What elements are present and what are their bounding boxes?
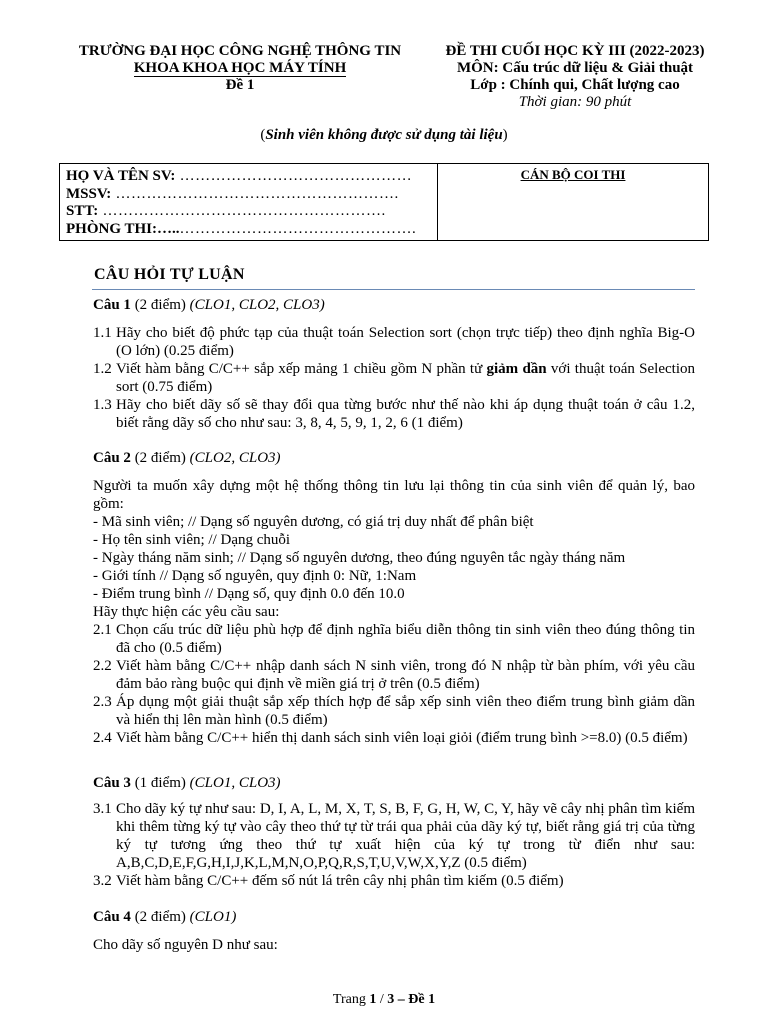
school-header [60,43,420,94]
field-line: - Ngày tháng năm sinh; // Dạng số nguyên dương, theo đúng nguyên tắc ngày tháng năm [93,550,626,566]
student-info-box [59,163,709,241]
question-item: 2.1 Chọn cấu trúc dữ liệu phù hợp để định nghĩa biểu diễn thông tin sinh viên theo đúng thông tin đã cho (0.5 điểm) [93,622,695,656]
student-id-row: MSSV: ………………………………………………. [66,185,399,202]
question-4-title: Câu 4 (2 điểm) (CLO1) [93,909,237,925]
name-row: HỌ VÀ TÊN SV: ……………………………………… [66,168,413,184]
question-item: 2.3 Áp dụng một giải thuật sắp xếp thích hợp để sắp xếp sinh viên theo điểm trung bình giảm dần và hiển thị lên màn hình (0.5 điểm) [93,694,695,728]
question-item: 1.2 Viết hàm bằng C/C++ sắp xếp mảng 1 chiều gồm N phần tử giảm dần với thuật toán Selection sort (0.75 điểm) [93,361,695,395]
question-item: 3.2 Viết hàm bằng C/C++ đếm số nút lá trên cây nhị phân tìm kiếm (0.5 điểm) [93,873,564,889]
questions [93,296,695,954]
section-title: CÂU HỎI TỰ LUẬN [94,266,245,283]
question-3-title: Câu 3 (1 điểm) (CLO1, CLO3) [93,775,281,791]
stt-row: STT: ………………………………………………. [66,203,386,219]
exam-title: ĐỀ THI CUỐI HỌC KỲ III (2022-2023) [445,43,705,59]
duration: Thời gian: 90 phút [518,94,632,110]
university-name: TRƯỜNG ĐẠI HỌC CÔNG NGHỆ THÔNG TIN [78,43,402,59]
question-1-title: Câu 1 (2 điểm) (CLO1, CLO2, CLO3) [93,297,325,313]
student-info-fields [66,168,416,238]
exam-note: (Sinh viên không được sử dụng tài liệu) [260,127,508,143]
question-item: 2.2 Viết hàm bằng C/C++ nhập danh sách N sinh viên, trong đó N nhập từ bàn phím, với yêu cầu đảm bảo ràng buộc qui định về miền giá trị ở trên (0.5 điểm) [93,658,695,692]
class-info: Lớp : Chính qui, Chất lượng cao [470,77,680,93]
page-footer: Trang 1 / 3 – Đề 1 [332,992,436,1007]
question-item: 1.3 Hãy cho biết dãy số sẽ thay đổi qua từng bước như thế nào khi áp dụng thuật toán ở câu 1.2, biết rằng dãy số cho như sau: 3, 8, 4, 5, 9, 1, 2, 6 (1 điểm) [93,397,695,431]
field-line: - Họ tên sinh viên; // Dạng chuỗi [93,532,291,548]
note-text: Sinh viên không được sử dụng tài liệu [265,127,503,143]
exam-code: Đề 1 [225,77,255,93]
page-number: 1 [369,992,377,1007]
subject: MÔN: Cấu trúc dữ liệu & Giải thuật [456,60,694,76]
field-line: - Mã sinh viên; // Dạng số nguyên dương, có giá trị duy nhất để phân biệt [93,514,534,530]
question-item: 3.1 Cho dãy ký tự như sau: D, I, A, L, M, X, T, S, B, F, G, H, W, C, Y, hãy vẽ cây nhị phân tìm kiếm khi thêm từng ký tự vào cây theo thứ tự từ trái qua phải của dãy ký tự, biết rằng giá trị của từng ký tự tương ứng theo thứ tự xuất hiện của ký tự trong từ điển như sau: A,B,C,D,E,F,G,H,I,J,K,L,M,N,O,P,Q,R,S,T,U,V,W,X,Y,Z (0.5 điểm) [93,801,695,871]
page-total: 3 [387,992,395,1007]
section-divider [92,289,695,290]
exam-header [430,43,720,111]
question-item: 2.4 Viết hàm bằng C/C++ hiển thị danh sách sinh viên loại giỏi (điểm trung bình >=8.0) (0.5 điểm) [93,730,688,746]
question-4-intro: Cho dãy số nguyên D như sau: [93,937,278,953]
proctor-label: CÁN BỘ COI THI [520,167,626,182]
field-line: - Điểm trung bình // Dạng số, quy định 0.0 đến 10.0 [93,586,405,602]
faculty-name: KHOA KHOA HỌC MÁY TÍNH [133,60,347,76]
question-2-intro: Người ta muốn xây dựng một hệ thống thông tin lưu lại thông tin của sinh viên để quản lý, bao gồm: [93,478,695,512]
field-line: - Giới tính // Dạng số nguyên, quy định 0: Nữ, 1:Nam [93,568,417,584]
room-row: PHÒNG THI:…..………………………………………. [66,220,417,237]
question-item: 1.1 Hãy cho biết độ phức tạp của thuật toán Selection sort (chọn trực tiếp) theo định nghĩa Big-O (O lớn) (0.25 điểm) [93,325,695,359]
question-2-title: Câu 2 (2 điểm) (CLO2, CLO3) [93,450,281,466]
task-intro: Hãy thực hiện các yêu cầu sau: [93,604,280,620]
